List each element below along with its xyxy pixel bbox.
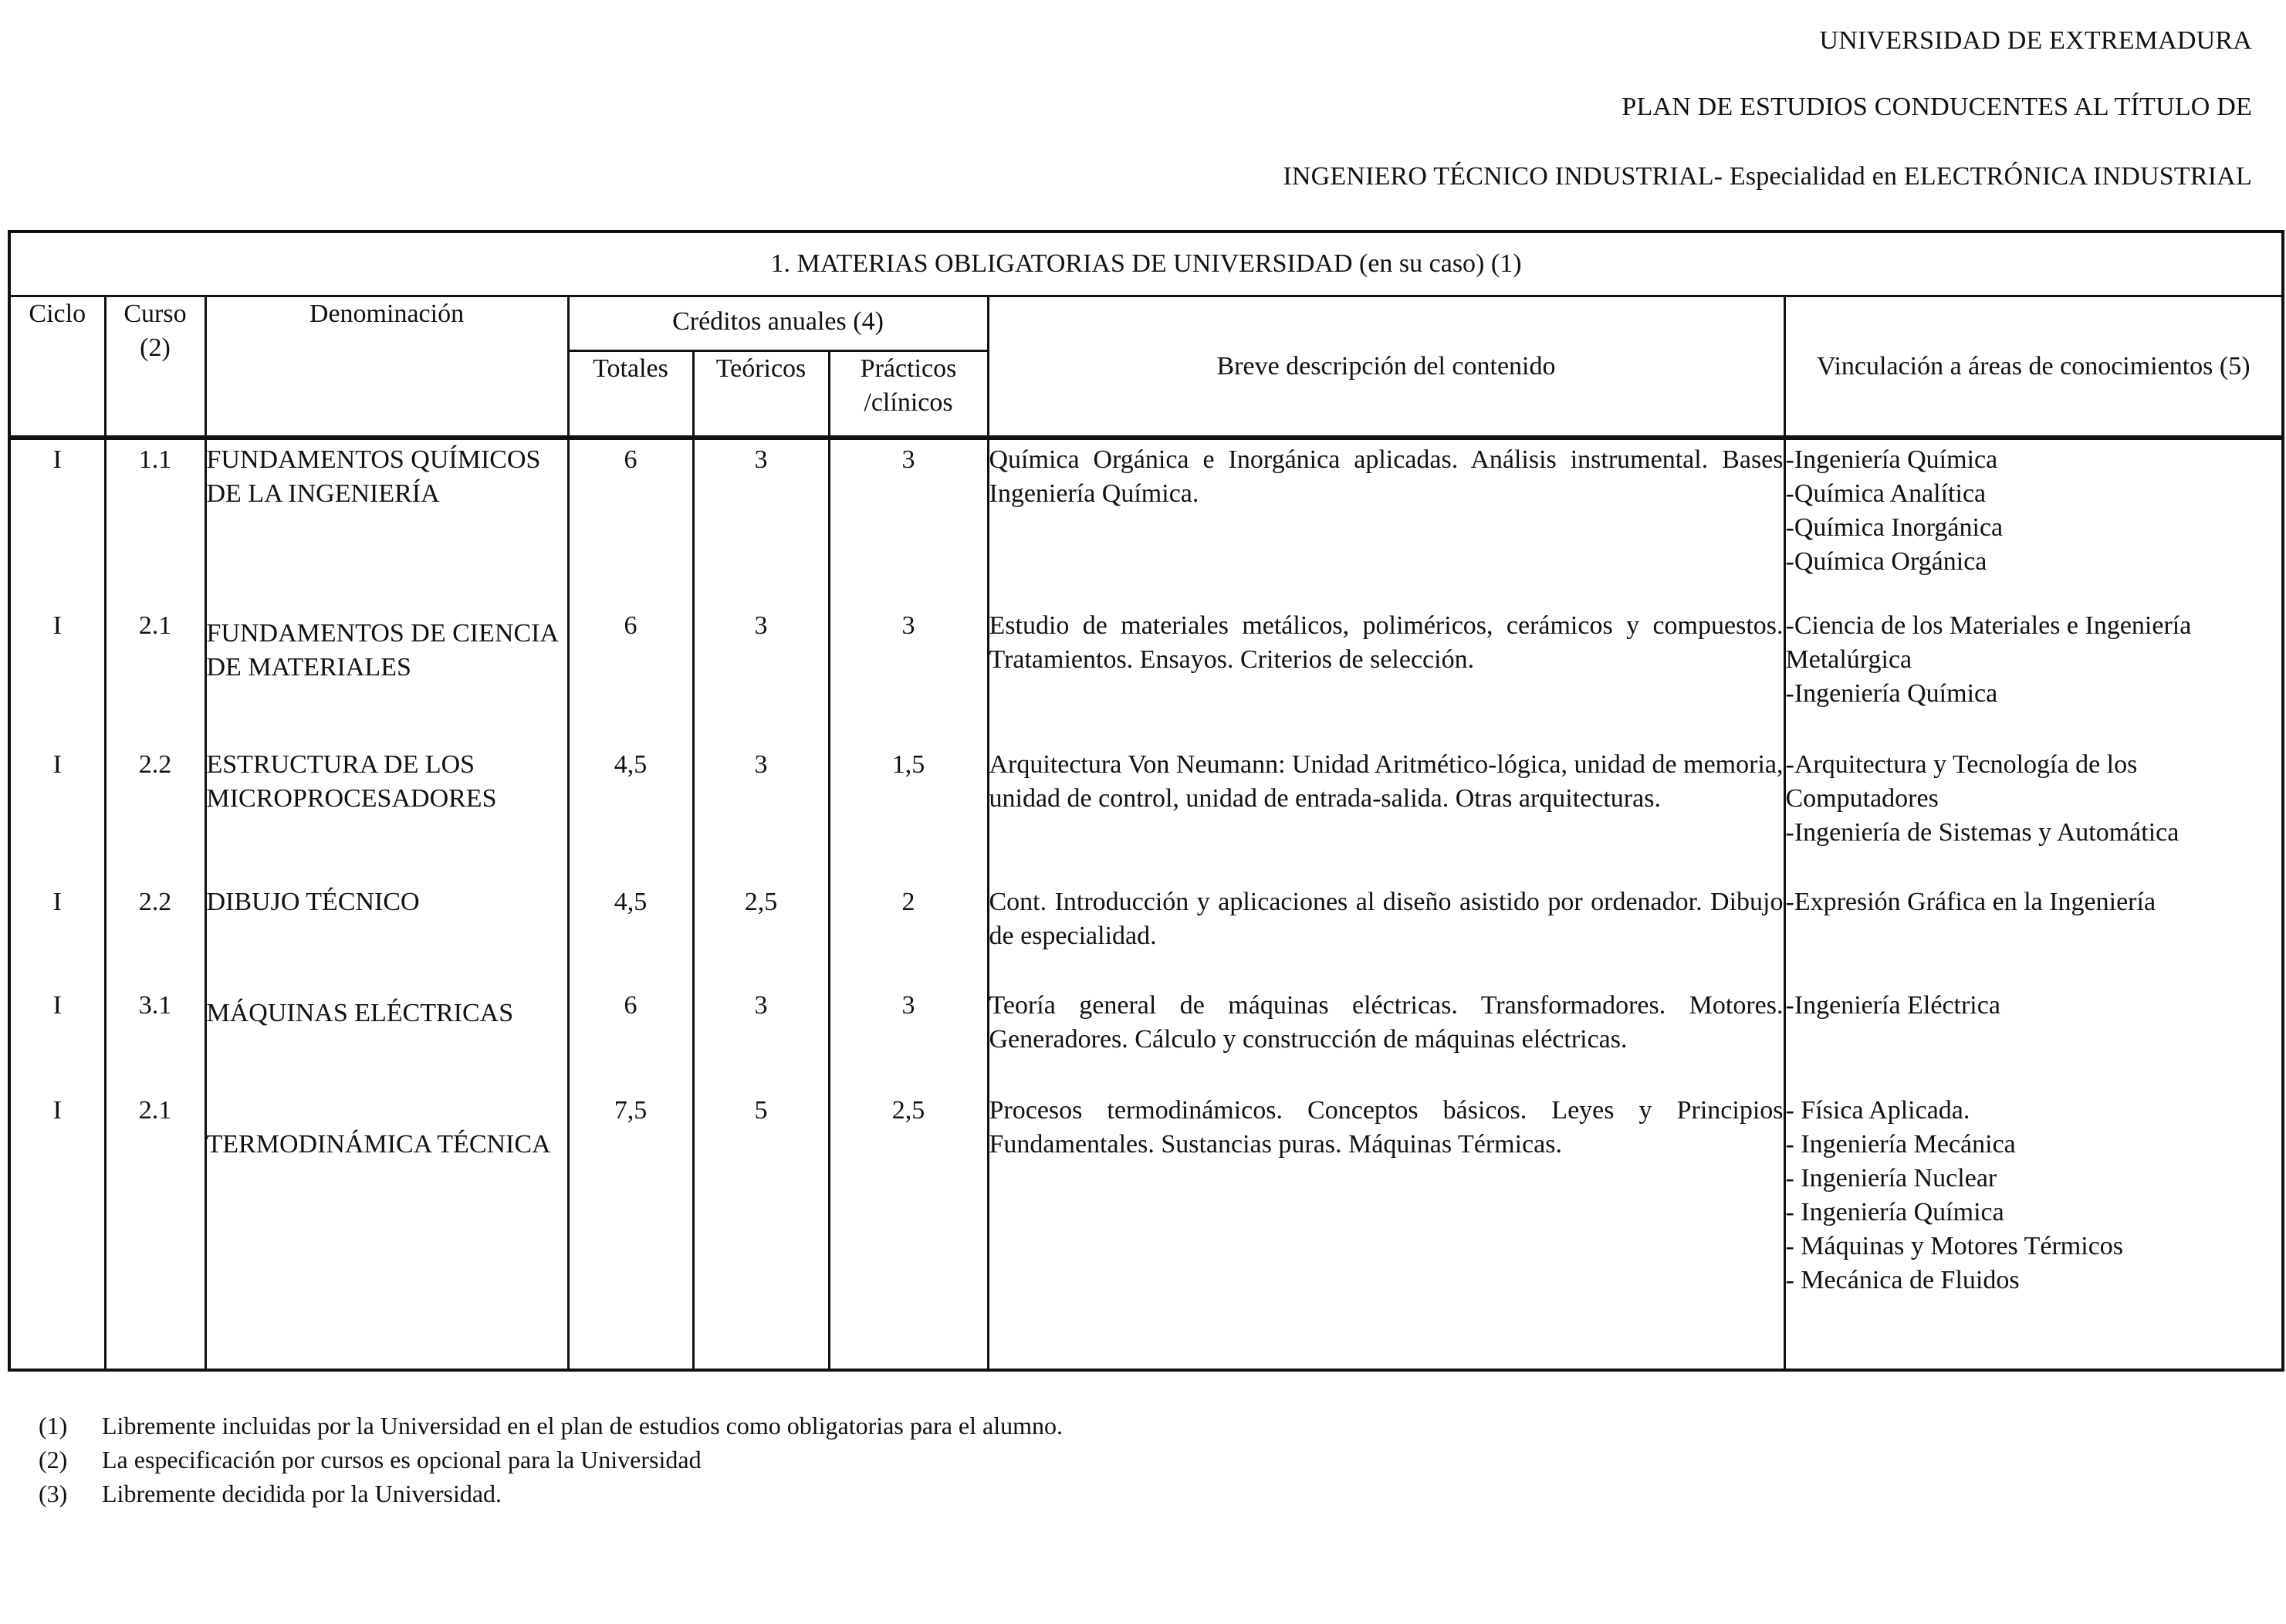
teoricos-cell: 2,5 (693, 882, 829, 986)
table-row (9, 438, 2283, 606)
area-item: - Física Aplicada. (1785, 1096, 1970, 1125)
table-title: 1. MATERIAS OBLIGATORIAS DE UNIVERSIDAD (en su caso) (1) (9, 232, 2283, 296)
col-practicos: Prácticos /clínicos (829, 351, 988, 436)
descripcion-cell: Procesos termodinámicos. Conceptos básicos. Leyes y Principios Fundamentales. Sustancias puras. Máquinas Térmicas. (988, 1091, 1784, 1370)
areas-cell (1784, 882, 2283, 986)
practicos-cell: 3 (829, 986, 988, 1091)
footnote (39, 1443, 1063, 1477)
footnote (39, 1409, 1063, 1443)
area-item: -Química Analítica (1785, 479, 1987, 508)
area-item: - Mecánica de Fluidos (1785, 1266, 2020, 1294)
col-curso: Curso (2) (105, 296, 205, 436)
col-teoricos: Teóricos (693, 351, 829, 436)
totales-cell: 6 (568, 438, 693, 606)
teoricos-cell: 5 (693, 1091, 829, 1370)
denominacion-cell: FUNDAMENTOS DE CIENCIA DE MATERIALES (205, 606, 568, 745)
curso-cell: 2.1 (105, 1091, 205, 1370)
practicos-cell: 3 (829, 438, 988, 606)
teoricos-cell: 3 (693, 606, 829, 745)
practicos-cell: 2,5 (829, 1091, 988, 1370)
area-item: -Ciencia de los Materiales e Ingeniería (1785, 611, 2192, 640)
curso-cell: 1.1 (105, 438, 205, 606)
col-ciclo: Ciclo (9, 296, 105, 436)
ciclo-cell: I (9, 986, 105, 1091)
area-item: -Ingeniería Química (1785, 679, 1998, 708)
table-row (9, 882, 2283, 986)
col-vinculacion: Vinculación a áreas de conocimientos (5) (1784, 296, 2283, 436)
descripcion-cell: Teoría general de máquinas eléctricas. Transformadores. Motores. Generadores. Cálculo y construcción de máquinas eléctricas. (988, 986, 1784, 1091)
table-row (9, 986, 2283, 1091)
descripcion-cell: Arquitectura Von Neumann: Unidad Aritmético-lógica, unidad de memoria, unidad de control, unidad de entrada-salida. Otras arquitecturas. (988, 745, 1784, 882)
degree-title: INGENIERO TÉCNICO INDUSTRIAL- Especialidad en ELECTRÓNICA INDUSTRIAL (1283, 162, 2252, 191)
table-row (9, 745, 2283, 882)
subjects-table (8, 230, 2284, 1372)
areas-cell (1784, 606, 2283, 745)
ciclo-cell: I (9, 606, 105, 745)
area-item: -Ingeniería Química (1785, 445, 1998, 474)
curso-cell: 2.1 (105, 606, 205, 745)
footnote-text: La especificación por cursos es opcional para la Universidad (102, 1446, 702, 1473)
practicos-cell: 2 (829, 882, 988, 986)
areas-cell (1784, 1091, 2283, 1370)
table-row (9, 606, 2283, 745)
ciclo-cell: I (9, 438, 105, 606)
footnote-number: (3) (39, 1480, 68, 1507)
area-item: -Expresión Gráfica en la Ingeniería (1785, 888, 2156, 916)
area-item: -Química Orgánica (1785, 547, 1987, 576)
university-name: UNIVERSIDAD DE EXTREMADURA (1819, 26, 2252, 55)
descripcion-cell: Cont. Introducción y aplicaciones al diseño asistido por ordenador. Dibujo de especialidad. (988, 882, 1784, 986)
area-item: -Ingeniería de Sistemas y Automática (1785, 818, 2179, 847)
denominacion-cell: TERMODINÁMICA TÉCNICA (205, 1091, 568, 1370)
curso-cell: 2.2 (105, 745, 205, 882)
areas-cell (1784, 745, 2283, 882)
totales-cell: 4,5 (568, 745, 693, 882)
denominacion-cell: DIBUJO TÉCNICO (205, 882, 568, 986)
footnote-text: Libremente decidida por la Universidad. (102, 1480, 502, 1507)
curso-cell: 3.1 (105, 986, 205, 1091)
ciclo-cell: I (9, 882, 105, 986)
col-creditos: Créditos anuales (4) (568, 296, 988, 351)
area-item: Computadores (1785, 784, 1939, 813)
area-item: - Ingeniería Mecánica (1785, 1130, 2016, 1159)
denominacion-cell: MÁQUINAS ELÉCTRICAS (205, 986, 568, 1091)
areas-cell (1784, 438, 2283, 606)
footnote (39, 1477, 1063, 1511)
footnote-text: Libremente incluidas por la Universidad en el plan de estudios como obligatorias para el alumno. (102, 1412, 1063, 1440)
footnote-number: (2) (39, 1446, 68, 1473)
area-item: - Ingeniería Química (1785, 1198, 2004, 1226)
teoricos-cell: 3 (693, 986, 829, 1091)
totales-cell: 6 (568, 986, 693, 1091)
totales-cell: 7,5 (568, 1091, 693, 1370)
footnotes (39, 1409, 1063, 1511)
descripcion-cell: Estudio de materiales metálicos, poliméricos, cerámicos y compuestos. Tratamientos. Ensayos. Criterios de selección. (988, 606, 1784, 745)
practicos-cell: 3 (829, 606, 988, 745)
ciclo-cell: I (9, 745, 105, 882)
col-totales: Totales (568, 351, 693, 436)
totales-cell: 6 (568, 606, 693, 745)
totales-cell: 4,5 (568, 882, 693, 986)
area-item: Metalúrgica (1785, 645, 1912, 674)
curso-cell: 2.2 (105, 882, 205, 986)
denominacion-cell: ESTRUCTURA DE LOS MICROPROCESADORES (205, 745, 568, 882)
denominacion-cell: FUNDAMENTOS QUÍMICOS DE LA INGENIERÍA (205, 438, 568, 606)
areas-cell (1784, 986, 2283, 1091)
col-denominacion: Denominación (205, 296, 568, 436)
col-descripcion: Breve descripción del contenido (988, 296, 1784, 436)
table-row (9, 1091, 2283, 1370)
practicos-cell: 1,5 (829, 745, 988, 882)
table-body (9, 438, 2283, 1370)
area-item: - Ingeniería Nuclear (1785, 1164, 1997, 1193)
plan-title: PLAN DE ESTUDIOS CONDUCENTES AL TÍTULO DE (1622, 93, 2252, 121)
area-item: -Ingeniería Eléctrica (1785, 991, 2000, 1020)
teoricos-cell: 3 (693, 745, 829, 882)
area-item: - Máquinas y Motores Térmicos (1785, 1232, 2124, 1260)
teoricos-cell: 3 (693, 438, 829, 606)
area-item: -Química Inorgánica (1785, 513, 2004, 542)
area-item: -Arquitectura y Tecnología de los (1785, 750, 2138, 779)
footnote-number: (1) (39, 1412, 68, 1440)
descripcion-cell: Química Orgánica e Inorgánica aplicadas. Análisis instrumental. Bases Ingeniería Química. (988, 438, 1784, 606)
ciclo-cell: I (9, 1091, 105, 1370)
